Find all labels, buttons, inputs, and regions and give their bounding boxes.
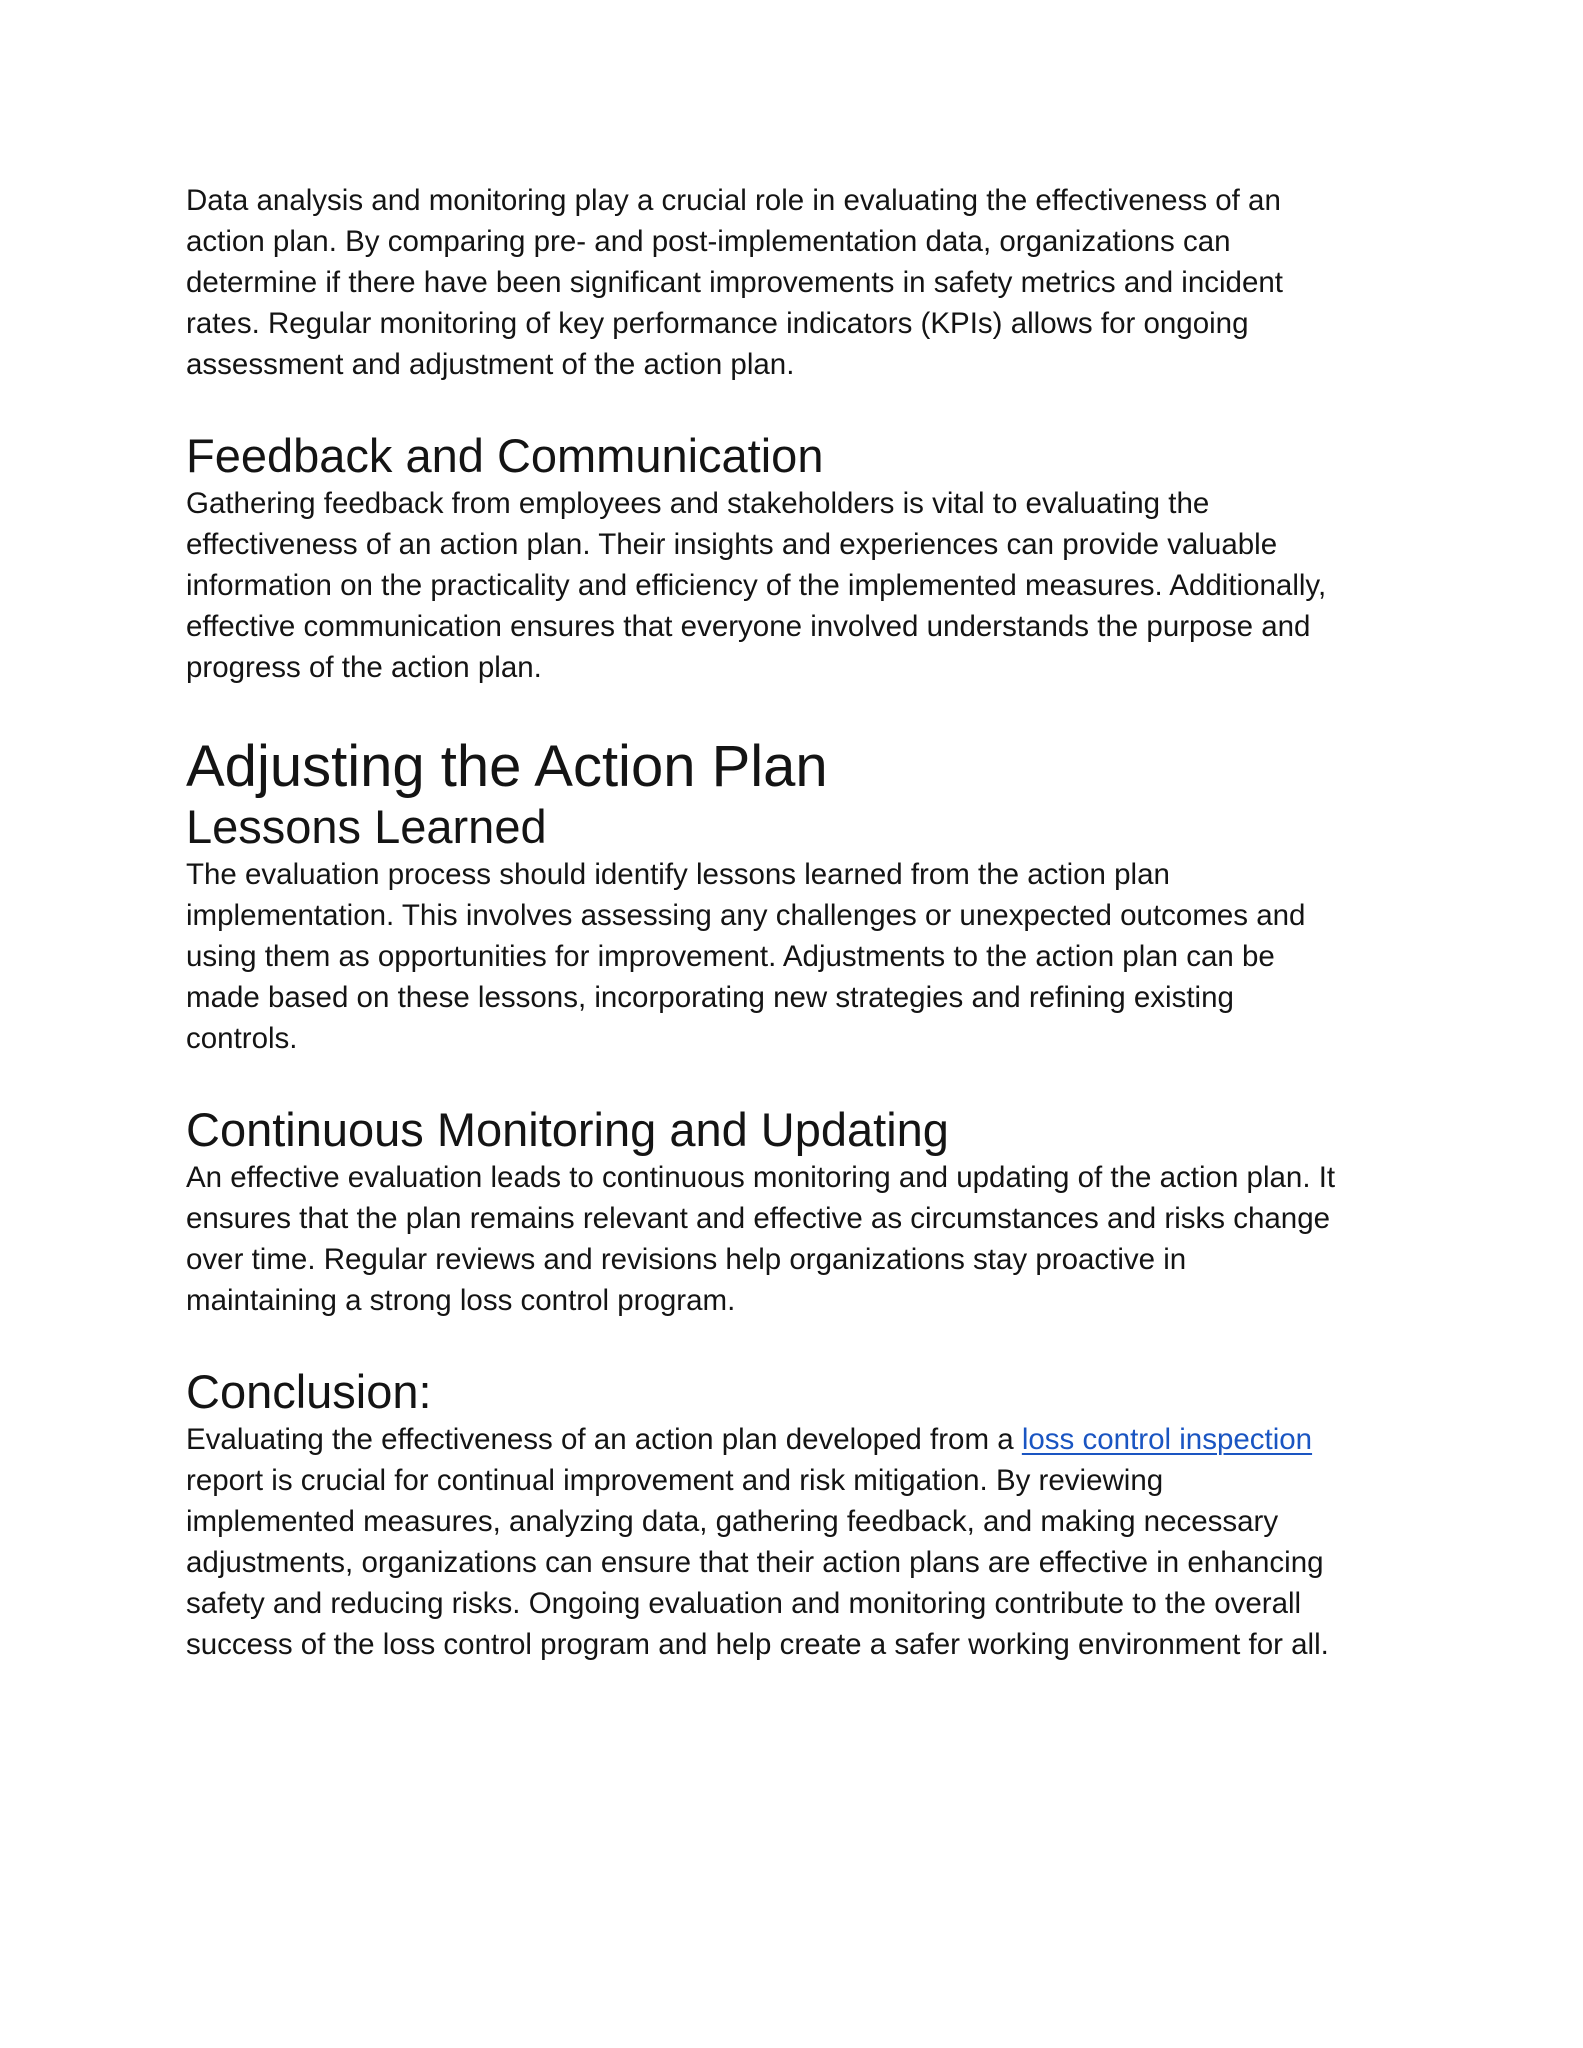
loss-control-inspection-link[interactable]: loss control inspection [1021, 1423, 1313, 1456]
spacer [186, 1059, 1426, 1103]
document-page [186, 180, 1426, 1665]
spacer [186, 688, 1426, 734]
heading-continuous-monitoring: Continuous Monitoring and Updating [186, 1103, 949, 1156]
spacer [186, 1321, 1426, 1365]
intro-paragraph: Data analysis and monitoring play a crucial role in evaluating the effectiveness of an action plan. By comparing pre- and post-implementation data, organizations can determine if there have been significant improvements in safety metrics and incident rates. Regular monitoring of key performance indicators (KPIs) allows for ongoing assessment and adjustment of the action plan. [186, 184, 1283, 381]
spacer [186, 385, 1426, 429]
heading-conclusion: Conclusion: [186, 1365, 432, 1418]
continuous-paragraph: An effective evaluation leads to continuous monitoring and updating of the action plan. It ensures that the plan remains relevant and effective as circumstances and risks change over time. Regular reviews and revisions help organizations stay proactive in maintaining a strong loss control program. [186, 1161, 1336, 1317]
feedback-paragraph: Gathering feedback from employees and stakeholders is vital to evaluating the effectiveness of an action plan. Their insights and experiences can provide valuable information on the practicality and efficiency of the implemented measures. Additionally, effective communication ensures that everyone involved understands the purpose and progress of the action plan. [186, 487, 1327, 684]
conclusion-lead-text: Evaluating the effectiveness of an action plan developed from a [186, 1423, 1022, 1456]
heading-feedback-communication: Feedback and Communication [186, 429, 824, 482]
heading-adjusting-action-plan: Adjusting the Action Plan [186, 734, 828, 799]
lessons-paragraph: The evaluation process should identify lessons learned from the action plan implementation. This involves assessing any challenges or unexpected outcomes and using them as opportunities for improvement. Adjustments to the action plan can be made based on these lessons, incorporating new strategies and refining existing controls. [186, 858, 1306, 1055]
heading-lessons-learned: Lessons Learned [186, 800, 547, 853]
conclusion-rest-text: report is crucial for continual improvement and risk mitigation. By reviewing implemented measures, analyzing data, gathering feedback, and making necessary adjustments, organizations can ensure that their action plans are effective in enhancing safety and reducing risks. Ongoing evaluation and monitoring contribute to the overall success of the loss control program and help create a safer working environment for all. [186, 1464, 1329, 1661]
conclusion-paragraph [186, 1419, 1426, 1665]
